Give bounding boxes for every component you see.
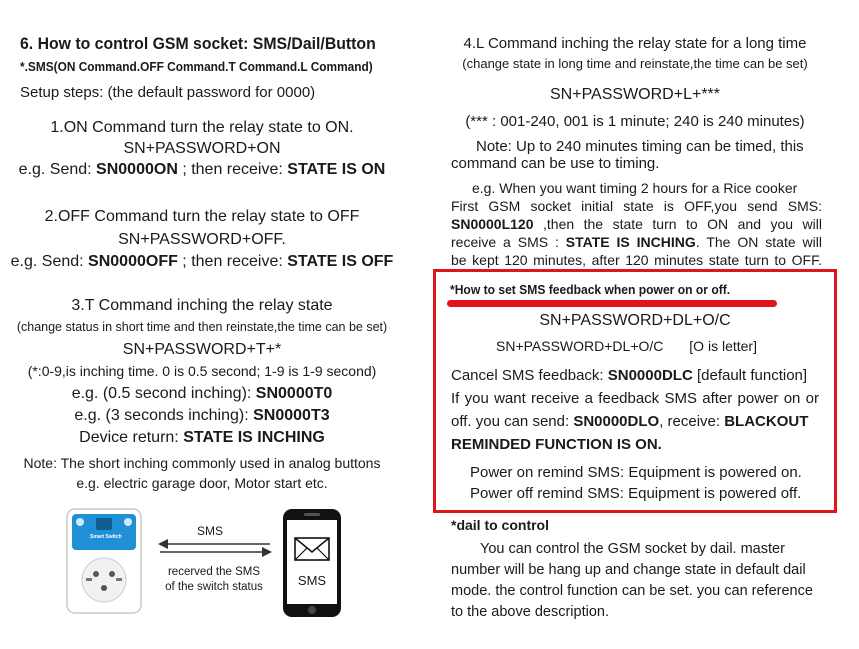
power-on-remind: Power on remind SMS: Equipment is powered on. [470, 464, 802, 481]
feedback-cmd-2 [496, 338, 757, 354]
if2-code: SN0000DLO [573, 413, 660, 430]
feedback-cmd-1: SN+PASSWORD+DL+O/C [539, 312, 731, 329]
section-subheading: *.SMS(ON Command.OFF Command.T Command.L Command) [20, 60, 373, 74]
on-command-title: 1.ON Command turn the relay state to ON. [50, 119, 354, 136]
off-command-example [0, 253, 404, 271]
off-command-syntax: SN+PASSWORD+OFF. [118, 231, 286, 248]
return-value: STATE IS INCHING [183, 429, 325, 446]
off-receive-text: STATE IS OFF [287, 253, 394, 270]
l-command-range: (*** : 001-240, 001 is 1 minute; 240 is 240 minutes) [465, 113, 805, 130]
l-note-a: Note: Up to 240 minutes timing can be timed, this [476, 138, 804, 155]
l-example-state: STATE IS INCHING [565, 234, 696, 250]
t-example-1 [0, 385, 404, 403]
l-example-4 [451, 234, 822, 250]
return-prefix: Device return: [79, 429, 184, 446]
smart-switch-device [66, 508, 142, 614]
if2-prefix: off. you can send: [451, 413, 574, 430]
phone-icon [282, 508, 342, 618]
t-command-title: 3.T Command inching the relay state [71, 297, 333, 314]
on-send-code: SN0000ON [96, 161, 178, 178]
l-example-code: SN0000L120 [451, 216, 534, 232]
dail-paragraph-1: You can control the GSM socket by dail. master [480, 541, 785, 557]
l-example-3 [451, 216, 822, 232]
eg2-code: SN0000T3 [253, 407, 330, 424]
double-arrow-icon [156, 538, 274, 558]
cancel-note: [default function] [692, 367, 808, 384]
t-command-syntax: SN+PASSWORD+T+* [122, 341, 282, 358]
smart-switch-icon [66, 508, 142, 614]
l-command-note: (change state in long time and reinstate,the time can be set) [462, 56, 808, 71]
l-example-1: e.g. When you want timing 2 hours for a Rice cooker [472, 180, 798, 196]
cancel-feedback-line [451, 367, 807, 384]
dail-paragraph-2: number will be hang up and change state in default dail [451, 562, 806, 578]
eg1-prefix: e.g. (0.5 second inching): [71, 385, 256, 402]
arrow-sms-label: SMS [196, 524, 223, 538]
t-note-1: Note: The short inching commonly used in analog buttons [23, 455, 381, 471]
feedback-if-1: If you want receive a feedback SMS after power on or [451, 390, 819, 407]
received-text-2: of the switch status [165, 581, 263, 593]
eg-prefix: e.g. Send: [18, 161, 97, 178]
dail-paragraph-4: to the above description. [451, 604, 609, 620]
on-command-example [0, 161, 404, 179]
dail-heading: *dail to control [451, 517, 549, 533]
power-off-remind: Power off remind SMS: Equipment is powered off. [470, 485, 802, 502]
if2-mid: , receive: [659, 413, 725, 430]
phone-device [282, 508, 342, 618]
t-example-2 [0, 407, 404, 425]
l-example-2: First GSM socket initial state is OFF,you send SMS: [451, 198, 822, 214]
cancel-prefix: Cancel SMS feedback: [451, 367, 608, 384]
off-send-code: SN0000OFF [88, 253, 178, 270]
phone-sms-label: SMS [297, 573, 327, 588]
on-receive-text: STATE IS ON [287, 161, 386, 178]
l-example-4-prefix: receive a SMS : [451, 234, 566, 250]
section-heading: 6. How to control GSM socket: SMS/Dail/Button [20, 34, 376, 53]
l-example-3-rest: ,then the state turn to ON and you will [533, 216, 822, 232]
t-note-2: e.g. electric garage door, Motor start etc. [76, 475, 328, 491]
heading-highlight-bar [447, 300, 777, 307]
feedback-heading: *How to set SMS feedback when power on or off. [450, 282, 731, 297]
feedback-cmd-2-text: SN+PASSWORD+DL+O/C [496, 338, 664, 354]
if2-receive: BLACKOUT [724, 413, 809, 430]
eg-mid: ; then receive: [177, 253, 288, 270]
cancel-code: SN0000DLC [607, 367, 693, 384]
l-note-b: command can be use to timing. [451, 155, 660, 172]
t-command-note: (change status in short time and then reinstate,the time can be set) [16, 320, 388, 334]
eg-mid: ; then receive: [177, 161, 288, 178]
dail-paragraph-3: mode. the control function can be set. you can reference [451, 583, 813, 599]
eg-prefix: e.g. Send: [10, 253, 89, 270]
feedback-if-2 [451, 413, 808, 430]
eg2-prefix: e.g. (3 seconds inching): [74, 407, 254, 424]
feedback-cmd-2-note: [O is letter] [689, 338, 757, 354]
off-command-title: 2.OFF Command turn the relay state to OFF [44, 208, 360, 225]
l-example-4-rest: . The ON state will [695, 234, 822, 250]
on-command-syntax: SN+PASSWORD+ON [123, 140, 281, 157]
setup-text: Setup steps: (the default password for 0000) [20, 84, 316, 101]
l-example-5: be kept 120 minutes, after 120 minutes state turn to OFF. [451, 252, 822, 268]
device-label: Smart Switch [90, 534, 122, 540]
feedback-if-3: REMINDED FUNCTION IS ON. [451, 436, 662, 453]
l-command-syntax: SN+PASSWORD+L+*** [550, 86, 720, 103]
t-device-return [0, 429, 404, 447]
received-text-1: recerved the SMS [167, 566, 261, 578]
eg1-code: SN0000T0 [255, 385, 333, 402]
l-command-title: 4.L Command inching the relay state for a long time [463, 35, 807, 52]
t-command-range: (*:0-9,is inching time. 0 is 0.5 second; 1-9 is 1-9 second) [27, 363, 377, 379]
